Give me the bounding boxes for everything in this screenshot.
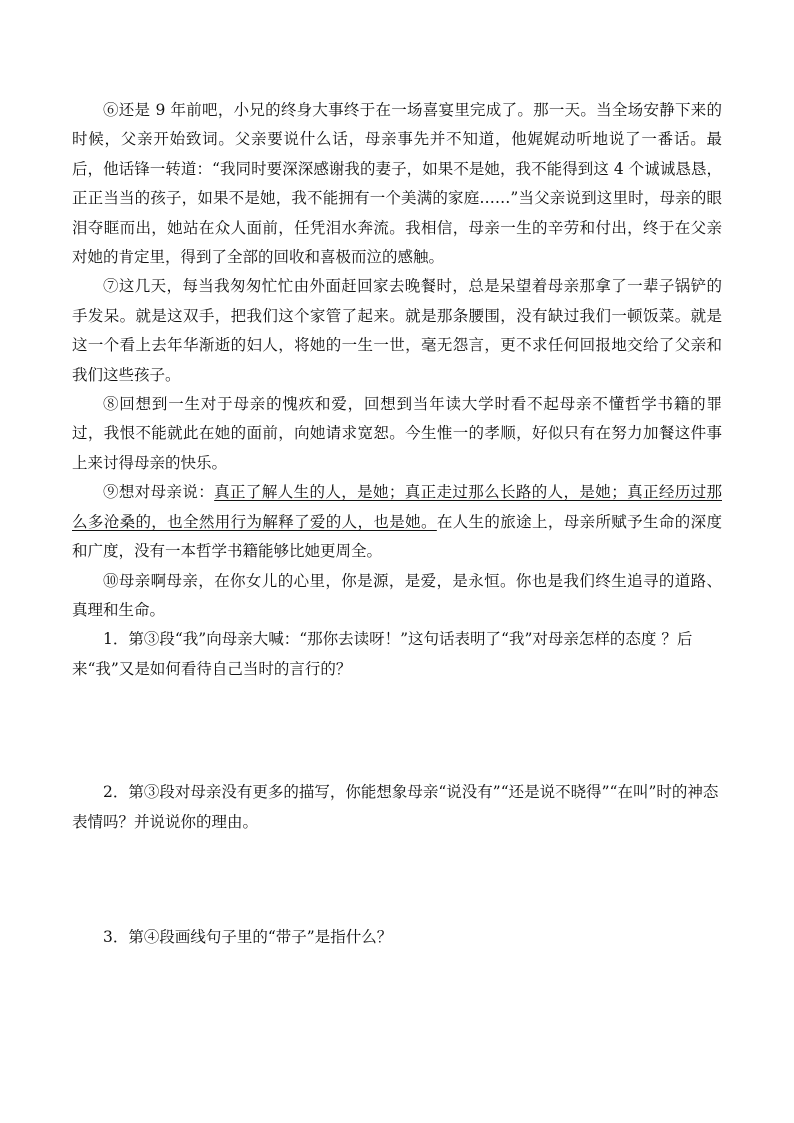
paragraph-9 — [72, 478, 722, 566]
paragraph-6: ⑥还是 9 年前吧，小兄的终身大事终于在一场喜宴里完成了。那一天。当全场安静下来的时候，父亲开始致词。父亲要说什么话，母亲事先并不知道，他娓娓动听地说了一番话。最后，他话锋一转道：“我同时要深深感谢我的妻子，如果不是她，我不能得到这 4 个诚诚恳恳，正正当当的孩子，如果不是她，我不能拥有一个美满的家庭……”当父亲说到这里时，母亲的眼泪夺眶而出，她站在众人面前，任凭泪水奔流。我相信，母亲一生的辛劳和付出，终于在父亲对她的肯定里，得到了全部的回收和喜极而泣的感触。 — [72, 101, 722, 267]
paragraph-8: ⑧回想到一生对于母亲的愧疚和爱，回想到当年读大学时看不起母亲不懂哲学书籍的罪过，我恨不能就此在她的面前，向她请求宽恕。今生惟一的孝顺，好似只有在努力加餐这件事上来讨得母亲的快乐。 — [72, 395, 722, 472]
answer-space-1 — [72, 684, 722, 778]
question-2: 2．第③段对母亲没有更多的描写，你能想象母亲“说没有”“还是说不晓得”“在叫”时的神态表情吗？并说说你的理由。 — [72, 783, 719, 831]
document-page — [72, 96, 722, 952]
question-1: 1．第③段“我”向母亲大喊：“那你去读呀！”这句话表明了“我”对母亲怎样的态度 ？后来“我”又是如何看待自己当时的言行的？ — [72, 630, 693, 678]
paragraph-10: ⑩母亲啊母亲，在你女儿的心里，你是源，是爱，是永恒。你也是我们终生追寻的道路、真理和生命。 — [72, 571, 722, 619]
paragraph-7: ⑦这几天，每当我匆匆忙忙由外面赶回家去晚餐时，总是呆望着母亲那拿了一辈子锅铲的手发呆。就是这双手，把我们这个家管了起来。就是那条腰围，没有缺过我们一顿饭菜。就是这一个看上去年华渐逝的妇人，将她的一生一世，毫无怨言，更不求任何回报地交给了父亲和我们这些孩子。 — [72, 277, 722, 384]
paragraph-9-underlined-sentence: 真正了解人生的人，是她；真正走过那么长路的人，是她；真正经历过那么多沧桑的，也全然用行为解释了爱的人，也是她。 — [72, 483, 722, 531]
paragraph-9-tail: 在人生的旅途上，母亲所赋予生命的深度和广度，没有一本哲学书籍能够比她更周全。 — [72, 512, 722, 561]
paragraph-9-lead: ⑨想对母亲说： — [103, 483, 215, 502]
answer-space-2 — [72, 837, 722, 923]
question-3: 3．第④段画线句子里的“带子”是指什么？ — [103, 927, 393, 946]
